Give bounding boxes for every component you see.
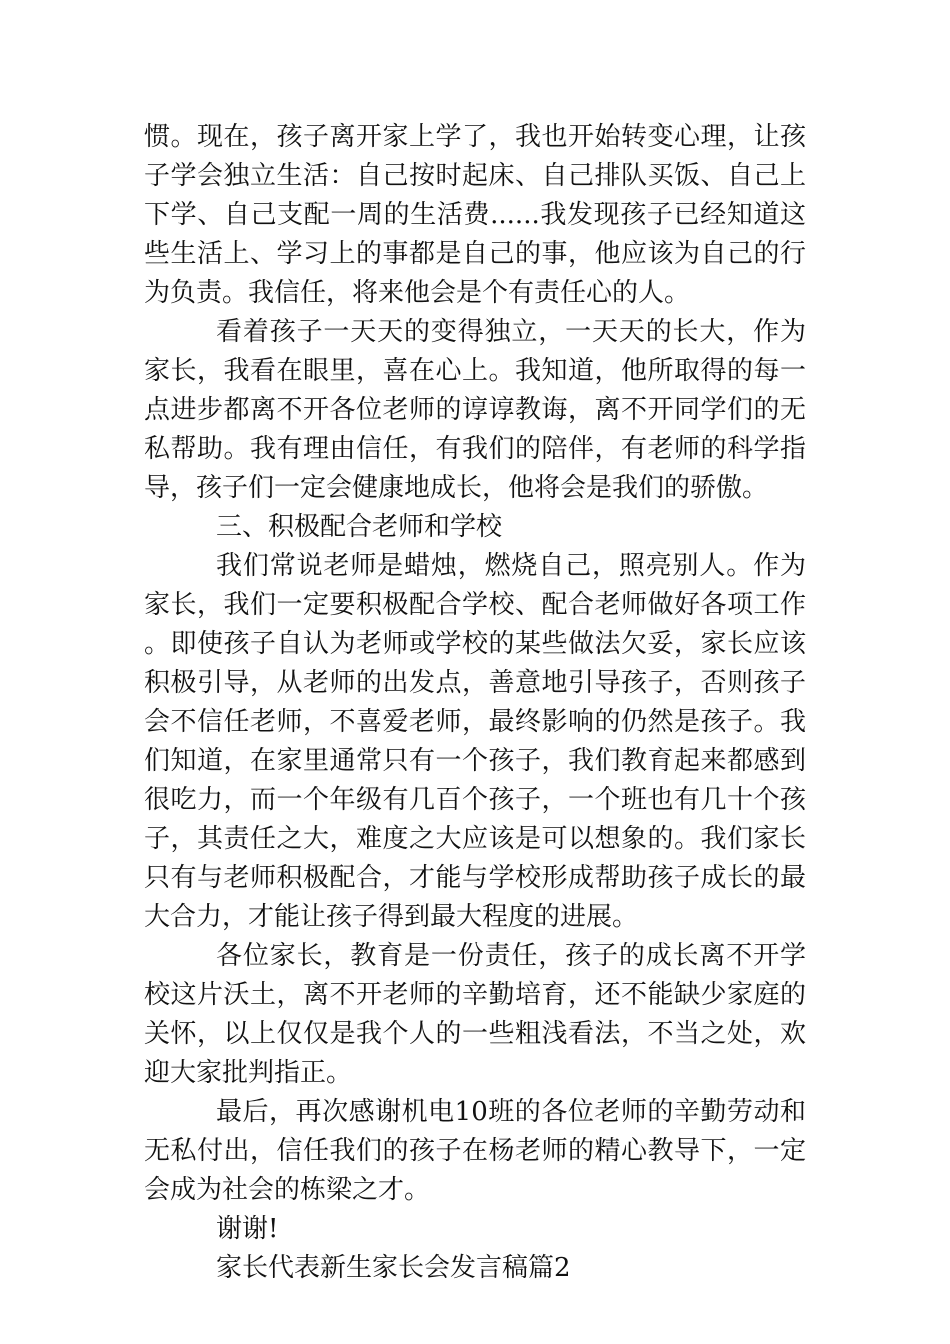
paragraph-thanks: 最后，再次感谢机电10班的各位老师的辛勤劳动和无私付出，信任我们的孩子在杨老师的精心教导下，一定会成为社会的栋梁之才。 bbox=[144, 1097, 806, 1205]
paragraph-responsibility: 各位家长，教育是一份责任，孩子的成长离不开学校这片沃土，离不开老师的辛勤培育，还不能缺少家庭的关怀，以上仅仅是我个人的一些粗浅看法，不当之处，欢迎大家批判指正。 bbox=[144, 941, 806, 1088]
paragraph-cooperation: 我们常说老师是蜡烛，燃烧自己，照亮别人。作为家长，我们一定要积极配合学校、配合老师做好各项工作。即使孩子自认为老师或学校的某些做法欠妥，家长应该积极引导，从老师的出发点，善意地引导孩子，否则孩子会不信任老师，不喜爱老师，最终影响的仍然是孩子。我们知道，在家里通常只有一个孩子，我们教育起来都感到很吃力，而一个年级有几百个孩子，一个班也有几十个孩子，其责任之大，难度之大应该是可以想象的。我们家长只有与老师积极配合，才能与学校形成帮助孩子成长的最大合力，才能让孩子得到最大程度的进展。 bbox=[144, 551, 806, 932]
paragraph-growth: 看着孩子一天天的变得独立，一天天的长大，作为家长，我看在眼里，喜在心上。我知道，他所取得的每一点进步都离不开各位老师的谆谆教诲，离不开同学们的无私帮助。我有理由信任，有我们的陪伴，有老师的科学指导，孩子们一定会健康地成长，他将会是我们的骄傲。 bbox=[144, 317, 806, 503]
document-body bbox=[144, 118, 806, 1288]
closing-line: 谢谢! bbox=[216, 1214, 279, 1244]
paragraph-continuation: 惯。现在，孩子离开家上学了，我也开始转变心理，让孩子学会独立生活：自己按时起床、自己排队买饭、自己上下学、自己支配一周的生活费......我发现孩子已经知道这些生活上、学习上的事都是自己的事，他应该为自己的行为负责。我信任，将来他会是个有责任心的人。 bbox=[144, 122, 806, 308]
next-section-title: 家长代表新生家长会发言稿篇2 bbox=[216, 1253, 571, 1283]
section-heading: 三、积极配合老师和学校 bbox=[216, 512, 503, 542]
